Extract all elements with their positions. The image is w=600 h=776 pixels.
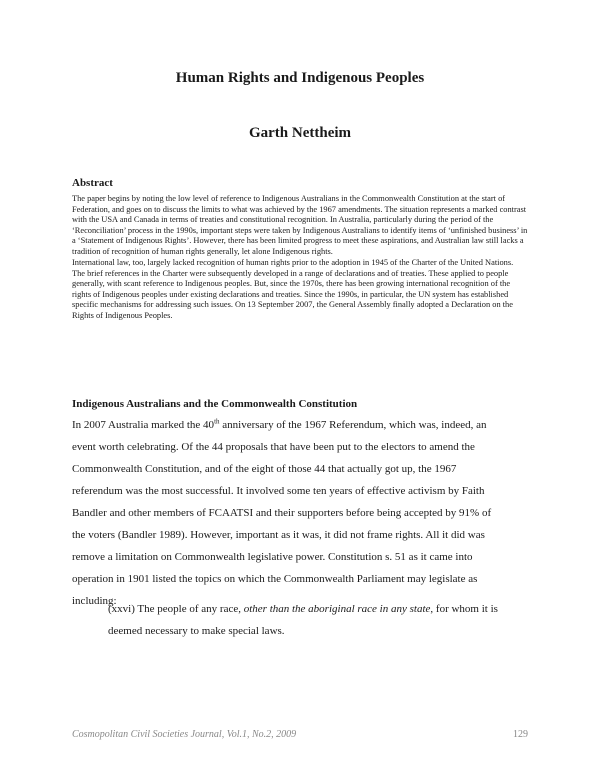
- body-line: referendum was the most successful. It involved some ten years of effective activism by Faith: [72, 485, 485, 497]
- body-line: operation in 1901 listed the topics on which the Commonwealth Parliament may legislate as: [72, 573, 478, 585]
- body-line: remove a limitation on Commonwealth legislative power. Constitution s. 51 as it came into: [72, 551, 473, 563]
- abstract-paragraph-1: The paper begins by noting the low level of reference to Indigenous Australians in the Commonwealth Constitution at the start of Federation, and goes on to discuss the limits to what was achieved by the 1967 amendments. The situation represents a marked contrast with the USA and Canada in terms of treaties and constitutional recognition. In Australia, particularly during the period of the ‘Reconciliation’ process in the 1990s, important steps were taken by Indigenous Australians to identify items of ‘unfinished business’ in a ‘Statement of Indigenous Rights’. However, there has been limited progress to meet these aspirations, and Australian law still lacks a tradition of recognition of human rights generally, let alone Indigenous rights.: [72, 194, 528, 256]
- body-line: the voters (Bandler 1989). However, important as it was, it did not frame rights. All it did was: [72, 529, 485, 541]
- quote-text: (xxvi) The people of any race,: [108, 603, 244, 615]
- footer-journal-citation: Cosmopolitan Civil Societies Journal, Vol.1, No.2, 2009: [72, 729, 297, 740]
- constitution-quote: [108, 598, 528, 642]
- abstract-heading: Abstract: [72, 177, 113, 189]
- body-line-text: anniversary of the 1967 Referendum, which was, indeed, an: [219, 419, 487, 431]
- abstract-paragraph-2: International law, too, largely lacked recognition of human rights prior to the adoption in 1945 of the Charter of the United Nations. The brief references in the Charter were subsequently developed in a range of declarations and of treaties. These applied to people generally, with scant reference to Indigenous peoples. But, since the 1970s, there has been growing international recognition of the rights of Indigenous peoples under existing declarations and treaties. Since the 1990s, in particular, the UN system has established specific mechanisms for addressing such issues. On 13 September 2007, the General Assembly finally adopted a Declaration on the Rights of Indigenous Peoples.: [72, 258, 514, 320]
- section-heading: Indigenous Australians and the Commonwealth Constitution: [72, 398, 358, 410]
- body-line: event worth celebrating. Of the 44 proposals that have been put to the electors to amend the: [72, 441, 475, 453]
- body-line-text: In 2007 Australia marked the 40: [72, 419, 215, 431]
- superscript-th: th: [214, 417, 220, 426]
- page-number: 129: [513, 729, 528, 740]
- body-line: Commonwealth Constitution, and of the eight of those 44 that actually got up, the 1967: [72, 463, 457, 475]
- page-title: Human Rights and Indigenous Peoples: [175, 70, 425, 86]
- author-name: Garth Nettheim: [248, 125, 352, 141]
- body-paragraph: [72, 414, 528, 612]
- body-line: including:: [72, 595, 117, 607]
- body-line: Bandler and other members of FCAATSI and their supporters before being accepted by 91% of: [72, 507, 492, 519]
- quote-text: , for whom it is deemed necessary to make special laws.: [108, 603, 498, 637]
- quote-italic-text: other than the aboriginal race in any state: [243, 603, 431, 615]
- body-line: [72, 414, 528, 436]
